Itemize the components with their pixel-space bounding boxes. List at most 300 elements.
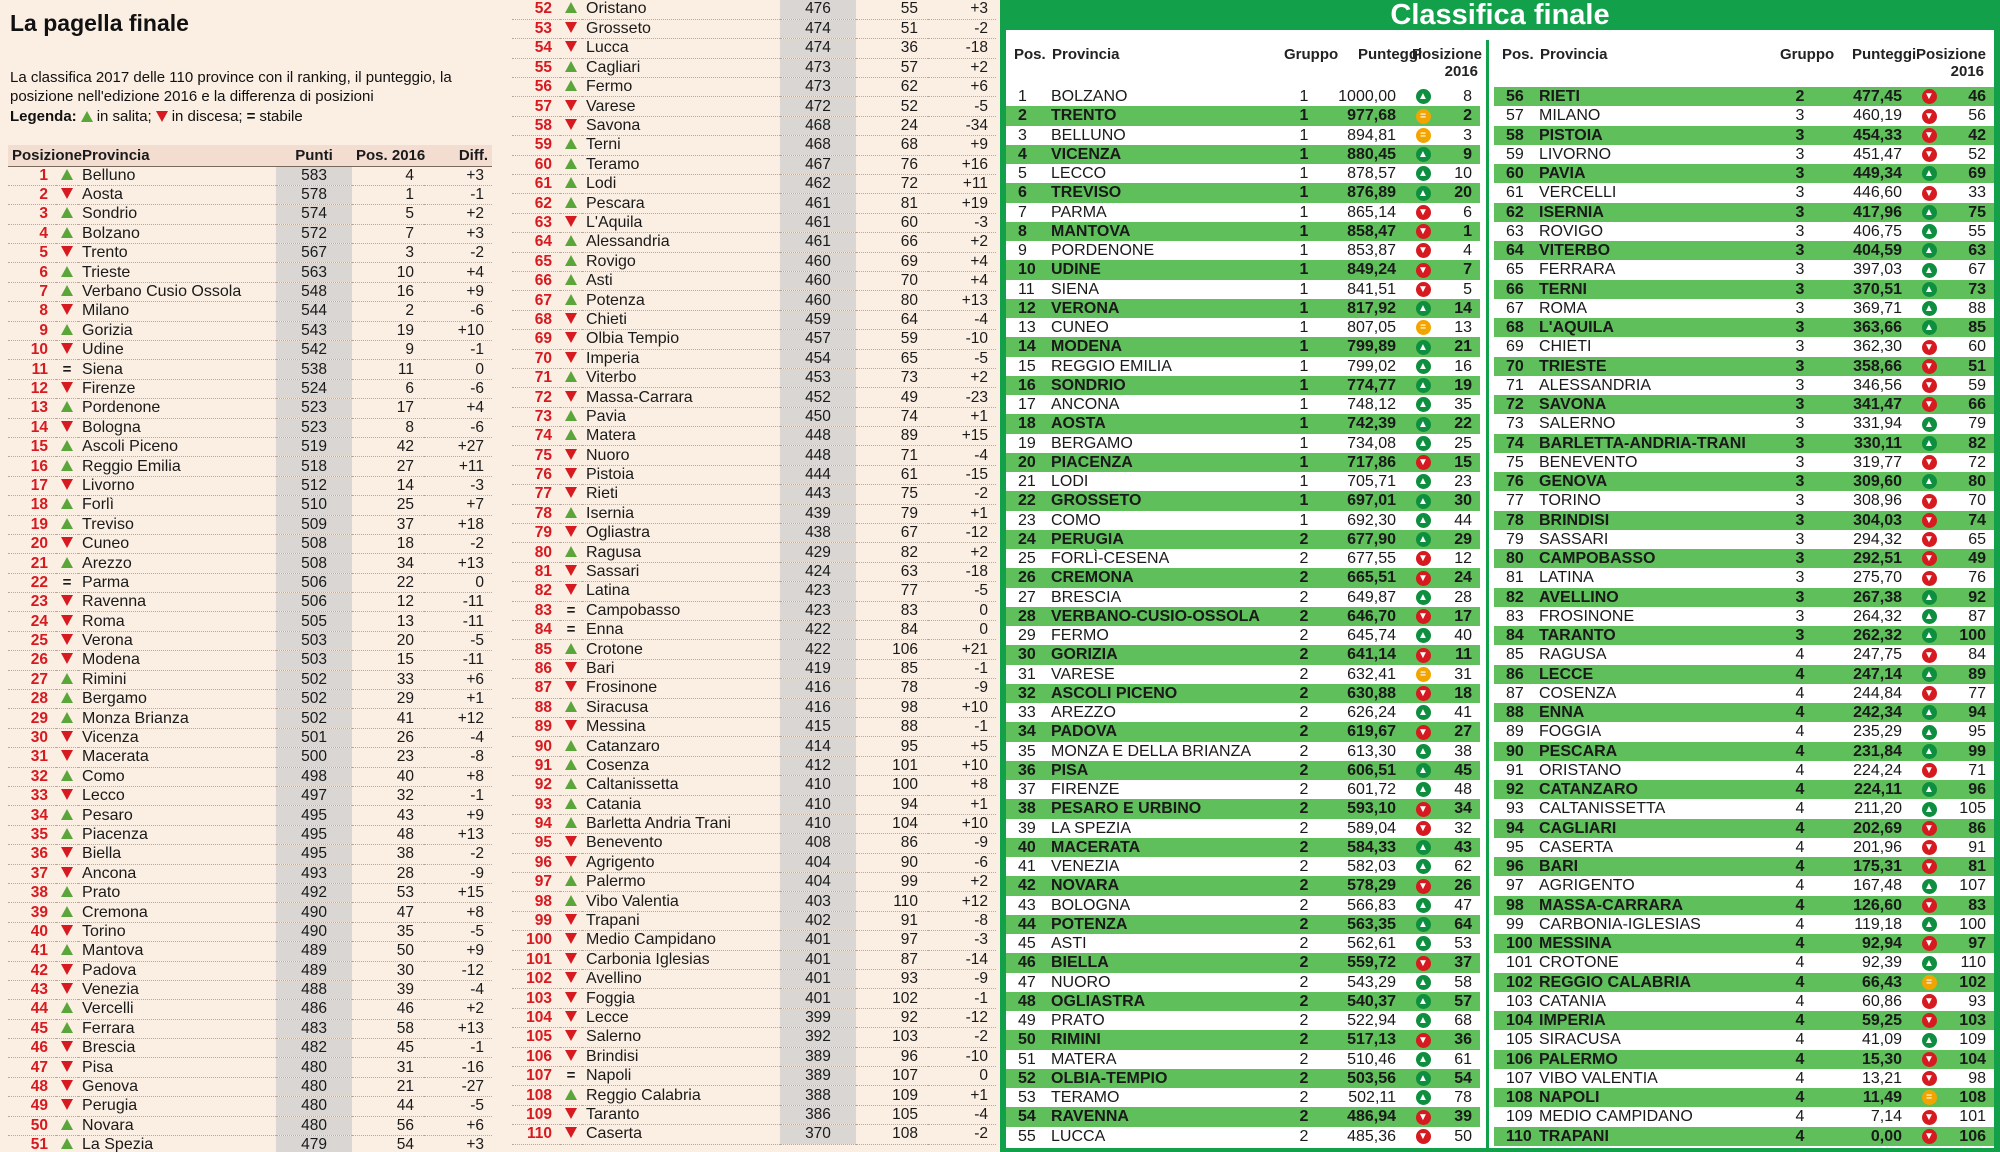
pos2016-cell: 47: [1436, 896, 1480, 915]
trend-cell: [1410, 665, 1436, 684]
legend: [10, 108, 303, 125]
group-cell: 3: [1768, 183, 1832, 202]
trend-cell: [56, 1058, 78, 1077]
points-cell: 489: [276, 942, 352, 961]
trend-cell: [56, 631, 78, 650]
header-gruppo: Gruppo: [1780, 46, 1835, 63]
pos2016-cell: 93: [856, 970, 928, 989]
diff-cell: +2: [424, 1000, 492, 1019]
rank-cell: 64: [1494, 241, 1536, 260]
rank-cell: 85: [1494, 645, 1536, 664]
points-cell: 439: [780, 504, 856, 523]
trend-cell: [1410, 742, 1436, 761]
trend-cell: [56, 282, 78, 301]
diff-cell: -27: [424, 1077, 492, 1096]
group-cell: 3: [1768, 203, 1832, 222]
province-cell: Matera: [582, 427, 780, 446]
rank-cell: 21: [8, 554, 56, 573]
score-cell: 626,24: [1330, 703, 1410, 722]
pos2016-cell: 14: [352, 476, 424, 495]
diff-cell: +13: [424, 554, 492, 573]
table-row: [1494, 588, 1994, 607]
table-row: [512, 582, 996, 601]
trend-cell: [1410, 722, 1436, 741]
pos2016-cell: 48: [1436, 780, 1480, 799]
points-cell: 422: [780, 640, 856, 659]
score-cell: 308,96: [1832, 491, 1916, 510]
rank-cell: 27: [8, 670, 56, 689]
table-row: [8, 166, 492, 185]
table-row: [8, 670, 492, 689]
arrow-up-icon: [565, 701, 577, 712]
group-cell: 2: [1278, 761, 1330, 780]
table-row: [8, 515, 492, 534]
rank-cell: 5: [8, 244, 56, 263]
table-row: [8, 864, 492, 883]
table-row: [512, 679, 996, 698]
arrow-down-icon: ▼: [1922, 494, 1937, 509]
points-cell: 538: [276, 360, 352, 379]
rank-cell: 99: [512, 911, 560, 930]
table-row: [1494, 260, 1994, 279]
province-cell: ROVIGO: [1536, 222, 1768, 241]
province-cell: Sassari: [582, 562, 780, 581]
score-cell: 460,19: [1832, 106, 1916, 125]
diff-cell: 0: [424, 360, 492, 379]
score-cell: 7,14: [1832, 1107, 1916, 1126]
trend-cell: [1410, 511, 1436, 530]
arrow-down-icon: [61, 188, 73, 199]
rank-cell: 46: [1006, 953, 1048, 972]
score-cell: 244,84: [1832, 684, 1916, 703]
diff-cell: +10: [424, 321, 492, 340]
score-cell: 677,55: [1330, 549, 1410, 568]
pos2016-cell: 67: [856, 524, 928, 543]
table-row: [8, 825, 492, 844]
rank-cell: 34: [1006, 722, 1048, 741]
group-cell: 1: [1278, 280, 1330, 299]
group-cell: 4: [1768, 645, 1832, 664]
score-cell: 841,51: [1330, 280, 1410, 299]
rank-cell: 107: [1494, 1069, 1536, 1088]
arrow-down-icon: ▼: [1416, 1033, 1431, 1048]
province-cell: MEDIO CAMPIDANO: [1536, 1107, 1768, 1126]
arrow-down-icon: [565, 953, 577, 964]
province-cell: Treviso: [78, 515, 276, 534]
table-row: [1006, 260, 1480, 279]
classifica-header-1: [1006, 40, 1483, 90]
trend-cell: [560, 349, 582, 368]
trend-cell: [56, 709, 78, 728]
points-cell: 523: [276, 418, 352, 437]
pos2016-cell: 70: [856, 271, 928, 290]
pos2016-cell: 22: [352, 573, 424, 592]
trend-cell: [560, 78, 582, 97]
diff-cell: -11: [424, 593, 492, 612]
points-cell: 452: [780, 388, 856, 407]
pos2016-cell: 19: [352, 321, 424, 340]
pagella-table-2: [512, 0, 996, 1145]
trend-cell: [560, 504, 582, 523]
province-cell: Milano: [78, 302, 276, 321]
table-row: [512, 543, 996, 562]
pos2016-cell: 91: [1942, 838, 1994, 857]
trend-cell: [560, 601, 582, 620]
province-cell: TRIESTE: [1536, 357, 1768, 376]
rank-cell: 70: [512, 349, 560, 368]
rank-cell: 5: [1006, 164, 1048, 183]
rank-cell: 94: [512, 814, 560, 833]
province-cell: Monza Brianza: [78, 709, 276, 728]
pos2016-cell: 3: [1436, 126, 1480, 145]
points-cell: 583: [276, 166, 352, 185]
province-cell: Lecce: [582, 1008, 780, 1027]
trend-cell: [1916, 857, 1942, 876]
arrow-down-icon: ▼: [1922, 821, 1937, 836]
rank-cell: 83: [1494, 607, 1536, 626]
arrow-up-icon: ▲: [1416, 301, 1431, 316]
table-row: [1006, 1127, 1480, 1146]
pos2016-cell: 65: [1942, 530, 1994, 549]
pos2016-cell: 11: [1436, 645, 1480, 664]
pos2016-cell: 31: [1436, 665, 1480, 684]
score-cell: 630,88: [1330, 684, 1410, 703]
trend-cell: [56, 1116, 78, 1135]
trend-cell: [1916, 222, 1942, 241]
group-cell: 2: [1278, 876, 1330, 895]
trend-cell: [1916, 1050, 1942, 1069]
trend-cell: [56, 825, 78, 844]
pos2016-cell: 46: [352, 1000, 424, 1019]
group-cell: 1: [1278, 453, 1330, 472]
table-row: [1494, 203, 1994, 222]
pos2016-cell: 9: [352, 341, 424, 360]
pos2016-cell: 46: [1942, 87, 1994, 106]
points-cell: 567: [276, 244, 352, 263]
rank-cell: 101: [512, 950, 560, 969]
points-cell: 506: [276, 593, 352, 612]
table-row: [512, 970, 996, 989]
trend-cell: [1410, 876, 1436, 895]
score-cell: 292,51: [1832, 549, 1916, 568]
table-row: [1006, 414, 1480, 433]
pos2016-cell: 19: [1436, 376, 1480, 395]
pos2016-cell: 10: [352, 263, 424, 282]
province-cell: Perugia: [78, 1097, 276, 1116]
table-row: [1006, 876, 1480, 895]
province-cell: Aosta: [78, 185, 276, 204]
pos2016-cell: 54: [1436, 1069, 1480, 1088]
equals-icon: =: [1416, 667, 1431, 682]
trend-cell: [1410, 395, 1436, 414]
classifica-header-2: [1494, 40, 1994, 90]
arrow-up-icon: ▲: [1416, 513, 1431, 528]
score-cell: 878,57: [1330, 164, 1410, 183]
rank-cell: 44: [8, 1000, 56, 1019]
group-cell: 4: [1768, 896, 1832, 915]
arrow-up-icon: [565, 371, 577, 382]
table-row: [512, 291, 996, 310]
province-cell: Rovigo: [582, 252, 780, 271]
score-cell: 294,32: [1832, 530, 1916, 549]
pos2016-cell: 72: [856, 175, 928, 194]
pos2016-cell: 58: [1436, 973, 1480, 992]
group-cell: 3: [1768, 607, 1832, 626]
table-row: [8, 748, 492, 767]
header-provincia: Provincia: [78, 145, 276, 166]
points-cell: 422: [780, 621, 856, 640]
rank-cell: 1: [8, 166, 56, 185]
pos2016-cell: 38: [352, 845, 424, 864]
province-cell: VERONA: [1048, 299, 1278, 318]
rank-cell: 51: [8, 1136, 56, 1152]
province-cell: Alessandria: [582, 233, 780, 252]
trend-cell: [1916, 434, 1942, 453]
trend-cell: [56, 166, 78, 185]
arrow-down-icon: [565, 856, 577, 867]
table-row: [1494, 357, 1994, 376]
diff-cell: -6: [928, 853, 996, 872]
arrow-down-icon: [61, 304, 73, 315]
group-cell: 4: [1768, 742, 1832, 761]
pagella-header: [0, 0, 495, 145]
diff-cell: +18: [424, 515, 492, 534]
arrow-down-icon: [156, 111, 168, 122]
rank-cell: 3: [1006, 126, 1048, 145]
points-cell: 543: [276, 321, 352, 340]
province-cell: FROSINONE: [1536, 607, 1768, 626]
table-row: [1006, 472, 1480, 491]
pos2016-cell: 27: [1436, 722, 1480, 741]
trend-cell: [1916, 530, 1942, 549]
trend-cell: [560, 233, 582, 252]
group-cell: 2: [1278, 665, 1330, 684]
trend-cell: [56, 457, 78, 476]
pos2016-cell: 37: [1436, 953, 1480, 972]
trend-cell: [1916, 953, 1942, 972]
province-cell: Nuoro: [582, 446, 780, 465]
rank-cell: 50: [8, 1116, 56, 1135]
trend-cell: [1410, 819, 1436, 838]
equals-icon: =: [1416, 109, 1431, 124]
legend-up-text: in salita;: [96, 108, 152, 125]
table-row: [8, 709, 492, 728]
arrow-down-icon: ▼: [1416, 224, 1431, 239]
diff-cell: -5: [928, 582, 996, 601]
table-row: [512, 601, 996, 620]
group-cell: 2: [1278, 1069, 1330, 1088]
trend-cell: [1410, 780, 1436, 799]
pagella-table-1-body: [8, 166, 492, 1152]
province-cell: PARMA: [1048, 203, 1278, 222]
arrow-up-icon: [565, 1089, 577, 1100]
trend-cell: [1410, 684, 1436, 703]
trend-cell: [560, 679, 582, 698]
rank-cell: 90: [1494, 742, 1536, 761]
pos2016-cell: 71: [1942, 761, 1994, 780]
points-cell: 524: [276, 379, 352, 398]
arrow-down-icon: [565, 933, 577, 944]
province-cell: Trieste: [78, 263, 276, 282]
province-cell: PRATO: [1048, 1011, 1278, 1030]
rank-cell: 71: [512, 368, 560, 387]
diff-cell: -14: [928, 950, 996, 969]
trend-cell: [56, 748, 78, 767]
rank-cell: 86: [1494, 665, 1536, 684]
trend-cell: [1410, 183, 1436, 202]
diff-cell: +9: [424, 942, 492, 961]
group-cell: 2: [1278, 1011, 1330, 1030]
legend-down-text: in discesa;: [171, 108, 243, 125]
group-cell: 4: [1768, 780, 1832, 799]
table-row: [8, 1097, 492, 1116]
rank-cell: 17: [1006, 395, 1048, 414]
group-cell: 2: [1278, 568, 1330, 587]
table-row: [8, 282, 492, 301]
score-cell: 880,45: [1330, 145, 1410, 164]
points-cell: 486: [276, 1000, 352, 1019]
score-cell: 41,09: [1832, 1030, 1916, 1049]
province-cell: Cuneo: [78, 534, 276, 553]
rank-cell: 16: [1006, 376, 1048, 395]
trend-cell: [1916, 1030, 1942, 1049]
rank-cell: 87: [1494, 684, 1536, 703]
trend-cell: [1916, 1088, 1942, 1107]
arrow-up-icon: ▲: [1922, 956, 1937, 971]
score-cell: 601,72: [1330, 780, 1410, 799]
table-row: [1006, 934, 1480, 953]
score-cell: 201,96: [1832, 838, 1916, 857]
score-cell: 242,34: [1832, 703, 1916, 722]
province-cell: Bologna: [78, 418, 276, 437]
rank-cell: 21: [1006, 472, 1048, 491]
arrow-up-icon: [61, 440, 73, 451]
pos2016-cell: 69: [856, 252, 928, 271]
rank-cell: 106: [1494, 1050, 1536, 1069]
points-cell: 578: [276, 185, 352, 204]
group-cell: 1: [1278, 164, 1330, 183]
pos2016-cell: 53: [352, 883, 424, 902]
pos2016-cell: 94: [856, 795, 928, 814]
trend-cell: [560, 1047, 582, 1066]
table-row: [512, 446, 996, 465]
arrow-up-icon: [565, 197, 577, 208]
points-cell: 490: [276, 903, 352, 922]
points-cell: 502: [276, 670, 352, 689]
arrow-up-icon: ▲: [1922, 320, 1937, 335]
diff-cell: +12: [424, 709, 492, 728]
arrow-up-icon: [565, 817, 577, 828]
points-cell: 572: [276, 224, 352, 243]
province-cell: ASTI: [1048, 934, 1278, 953]
trend-cell: [56, 787, 78, 806]
trend-cell: [1410, 1107, 1436, 1126]
pos2016-cell: 110: [856, 892, 928, 911]
province-cell: Udine: [78, 341, 276, 360]
trend-cell: [1410, 626, 1436, 645]
table-row: [1006, 106, 1480, 125]
arrow-down-icon: [61, 479, 73, 490]
pos2016-cell: 3: [352, 244, 424, 263]
table-row: [1494, 626, 1994, 645]
arrow-down-icon: [565, 449, 577, 460]
arrow-up-icon: [565, 410, 577, 421]
trend-cell: [560, 659, 582, 678]
arrow-up-icon: ▲: [1922, 301, 1937, 316]
table-row: [1494, 645, 1994, 664]
diff-cell: -4: [424, 728, 492, 747]
arrow-up-icon: [61, 401, 73, 412]
group-cell: 3: [1768, 145, 1832, 164]
rank-cell: 38: [1006, 799, 1048, 818]
score-cell: 593,10: [1330, 799, 1410, 818]
score-cell: 175,31: [1832, 857, 1916, 876]
pos2016-cell: 64: [1436, 915, 1480, 934]
arrow-down-icon: ▼: [1416, 282, 1431, 297]
arrow-up-icon: [61, 557, 73, 568]
rank-cell: 83: [512, 601, 560, 620]
diff-cell: +8: [928, 776, 996, 795]
province-cell: Torino: [78, 922, 276, 941]
diff-cell: +2: [928, 58, 996, 77]
group-cell: 4: [1768, 876, 1832, 895]
score-cell: 126,60: [1832, 896, 1916, 915]
trend-cell: [1916, 414, 1942, 433]
province-cell: NAPOLI: [1536, 1088, 1768, 1107]
diff-cell: -18: [928, 562, 996, 581]
table-row: [1006, 684, 1480, 703]
table-row: [512, 116, 996, 135]
pos2016-cell: 15: [1436, 453, 1480, 472]
rank-cell: 24: [8, 612, 56, 631]
trend-cell: [56, 864, 78, 883]
trend-cell: [560, 58, 582, 77]
table-row: [512, 1125, 996, 1144]
group-cell: 1: [1278, 376, 1330, 395]
table-row: [1006, 838, 1480, 857]
diff-cell: -2: [424, 534, 492, 553]
trend-cell: [560, 388, 582, 407]
pos2016-cell: 57: [1436, 992, 1480, 1011]
rank-cell: 91: [1494, 761, 1536, 780]
trend-cell: [56, 496, 78, 515]
rank-cell: 97: [1494, 876, 1536, 895]
trend-cell: [56, 418, 78, 437]
table-row: [512, 737, 996, 756]
table-row: [512, 950, 996, 969]
group-cell: 2: [1278, 1127, 1330, 1146]
trend-cell: [1916, 183, 1942, 202]
group-cell: 1: [1278, 395, 1330, 414]
group-cell: 3: [1768, 357, 1832, 376]
province-cell: Terni: [582, 136, 780, 155]
rank-cell: 37: [8, 864, 56, 883]
table-row: [8, 728, 492, 747]
score-cell: 865,14: [1330, 203, 1410, 222]
province-cell: LUCCA: [1048, 1127, 1278, 1146]
diff-cell: -2: [424, 244, 492, 263]
points-cell: 453: [780, 368, 856, 387]
diff-cell: +19: [928, 194, 996, 213]
province-cell: CARBONIA-IGLESIAS: [1536, 915, 1768, 934]
score-cell: 692,30: [1330, 511, 1410, 530]
province-cell: Firenze: [78, 379, 276, 398]
rank-cell: 24: [1006, 530, 1048, 549]
rank-cell: 31: [8, 748, 56, 767]
points-cell: 461: [780, 233, 856, 252]
province-cell: SALERNO: [1536, 414, 1768, 433]
province-cell: Benevento: [582, 834, 780, 853]
